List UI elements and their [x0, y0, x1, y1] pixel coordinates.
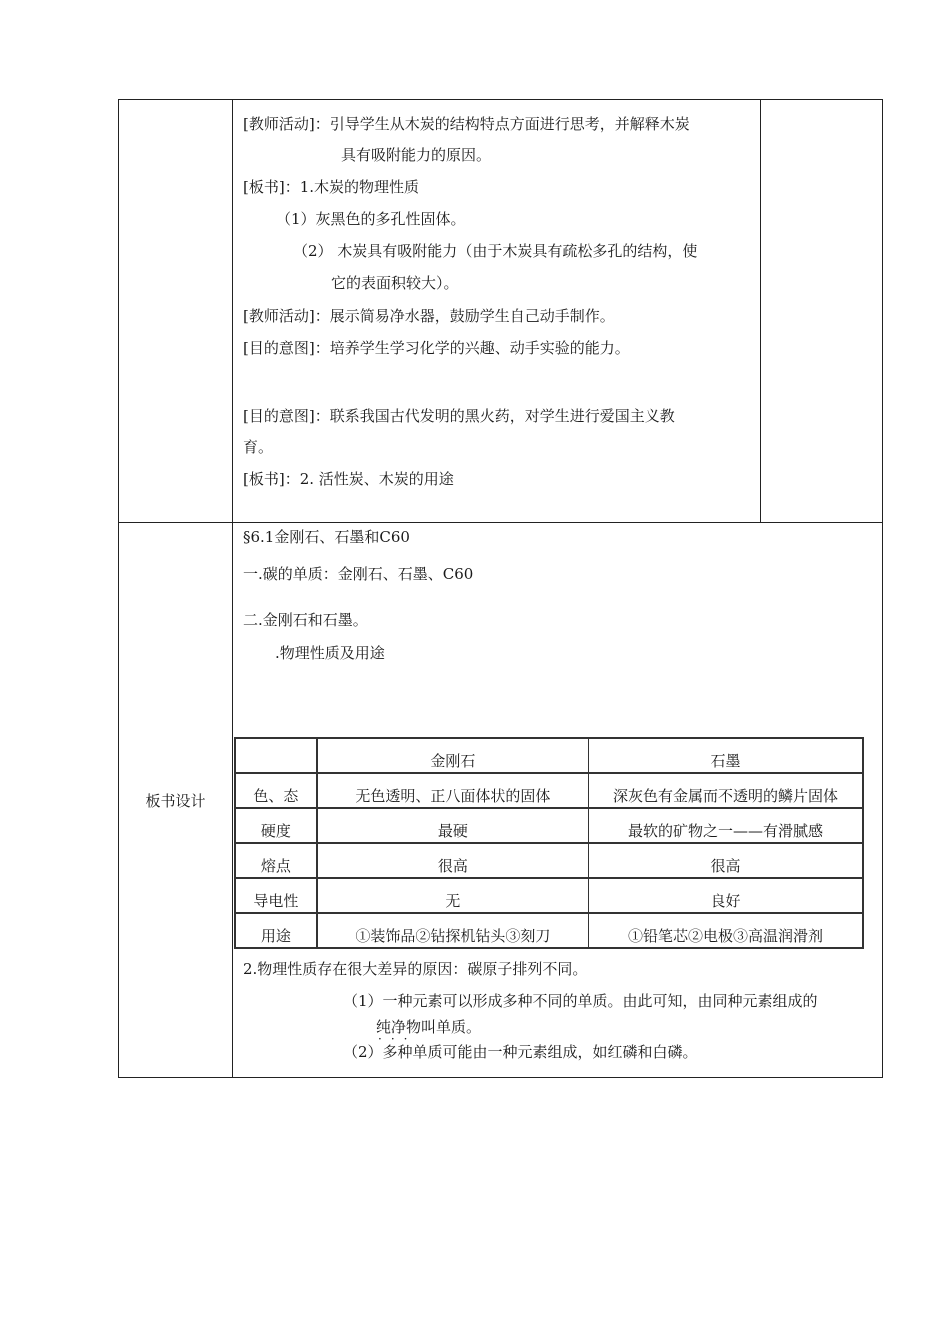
table-header-graphite: 石墨 — [588, 738, 863, 773]
table-row — [235, 773, 863, 808]
table-cell: 最软的矿物之一——有滑腻感 — [588, 808, 863, 843]
board-design-label: 板书设计 — [119, 523, 233, 1078]
emphasis-dots: ··· — [378, 1032, 417, 1046]
text-line: （1）灰黑色的多孔性固体。 — [276, 210, 466, 228]
text-line: [教师活动]：展示简易净水器，鼓励学生自己动手制作。 — [243, 307, 615, 325]
table-cell: 很高 — [588, 843, 863, 878]
table-cell: 色、态 — [235, 773, 317, 808]
table-cell — [235, 738, 317, 773]
text-line: [目的意图]：联系我国古代发明的黑火药，对学生进行爱国主义教 — [243, 407, 675, 425]
board-design-cell — [233, 523, 883, 1078]
text-line: 育。 — [243, 438, 274, 456]
table-cell: 很高 — [317, 843, 589, 878]
table-row — [235, 913, 863, 948]
sub-point: .物理性质及用途 — [275, 644, 385, 662]
table-row — [235, 808, 863, 843]
text-line: [教师活动]：引导学生从木炭的结构特点方面进行思考，并解释木炭 — [243, 115, 690, 133]
table-cell: 最硬 — [317, 808, 589, 843]
text-line: （2） 木炭具有吸附能力（由于木炭具有疏松多孔的结构，使 — [293, 242, 698, 260]
table-cell: 硬度 — [235, 808, 317, 843]
teaching-process-cell — [233, 100, 761, 523]
empty-notes-cell — [761, 100, 883, 523]
lesson-table — [118, 99, 883, 1078]
properties-table — [234, 737, 864, 949]
table-cell: 无色透明、正八面体状的固体 — [317, 773, 589, 808]
text-line: 它的表面积较大）。 — [331, 274, 459, 292]
note-two: （2）多种单质可能由一种元素组成，如红磷和白磷。 — [343, 1043, 698, 1061]
table-cell: ①铅笔芯②电极③高温润滑剂 — [588, 913, 863, 948]
table-cell: ①装饰品②钻探机钻头③刻刀 — [317, 913, 589, 948]
table-header-diamond: 金刚石 — [317, 738, 589, 773]
point-three: 2.物理性质存在很大差异的原因：碳原子排列不同。 — [243, 960, 588, 978]
text-line: [目的意图]：培养学生学习化学的兴趣、动手实验的能力。 — [243, 339, 630, 357]
text-line: 具有吸附能力的原因。 — [341, 146, 492, 164]
empty-label-cell — [119, 100, 233, 523]
table-cell: 用途 — [235, 913, 317, 948]
table-cell: 导电性 — [235, 878, 317, 913]
text-line: [板书]：1.木炭的物理性质 — [243, 178, 420, 196]
table-cell: 良好 — [588, 878, 863, 913]
note-one-b: 纯净物叫单质。 — [376, 1018, 482, 1036]
table-header-row — [235, 738, 863, 773]
table-cell: 深灰色有金属而不透明的鳞片固体 — [588, 773, 863, 808]
table-cell: 无 — [317, 878, 589, 913]
table-row — [235, 843, 863, 878]
table-row — [235, 878, 863, 913]
board-title: §6.1金刚石、石墨和C60 — [243, 528, 410, 546]
note-one-a: （1）一种元素可以形成多种不同的单质。由此可知，由同种元素组成的 — [343, 992, 818, 1010]
table-cell: 熔点 — [235, 843, 317, 878]
text-line: [板书]：2. 活性炭、木炭的用途 — [243, 470, 454, 488]
point-two: 二.金刚石和石墨。 — [243, 611, 368, 629]
point-one: 一.碳的单质：金刚石、石墨、C60 — [243, 565, 474, 583]
